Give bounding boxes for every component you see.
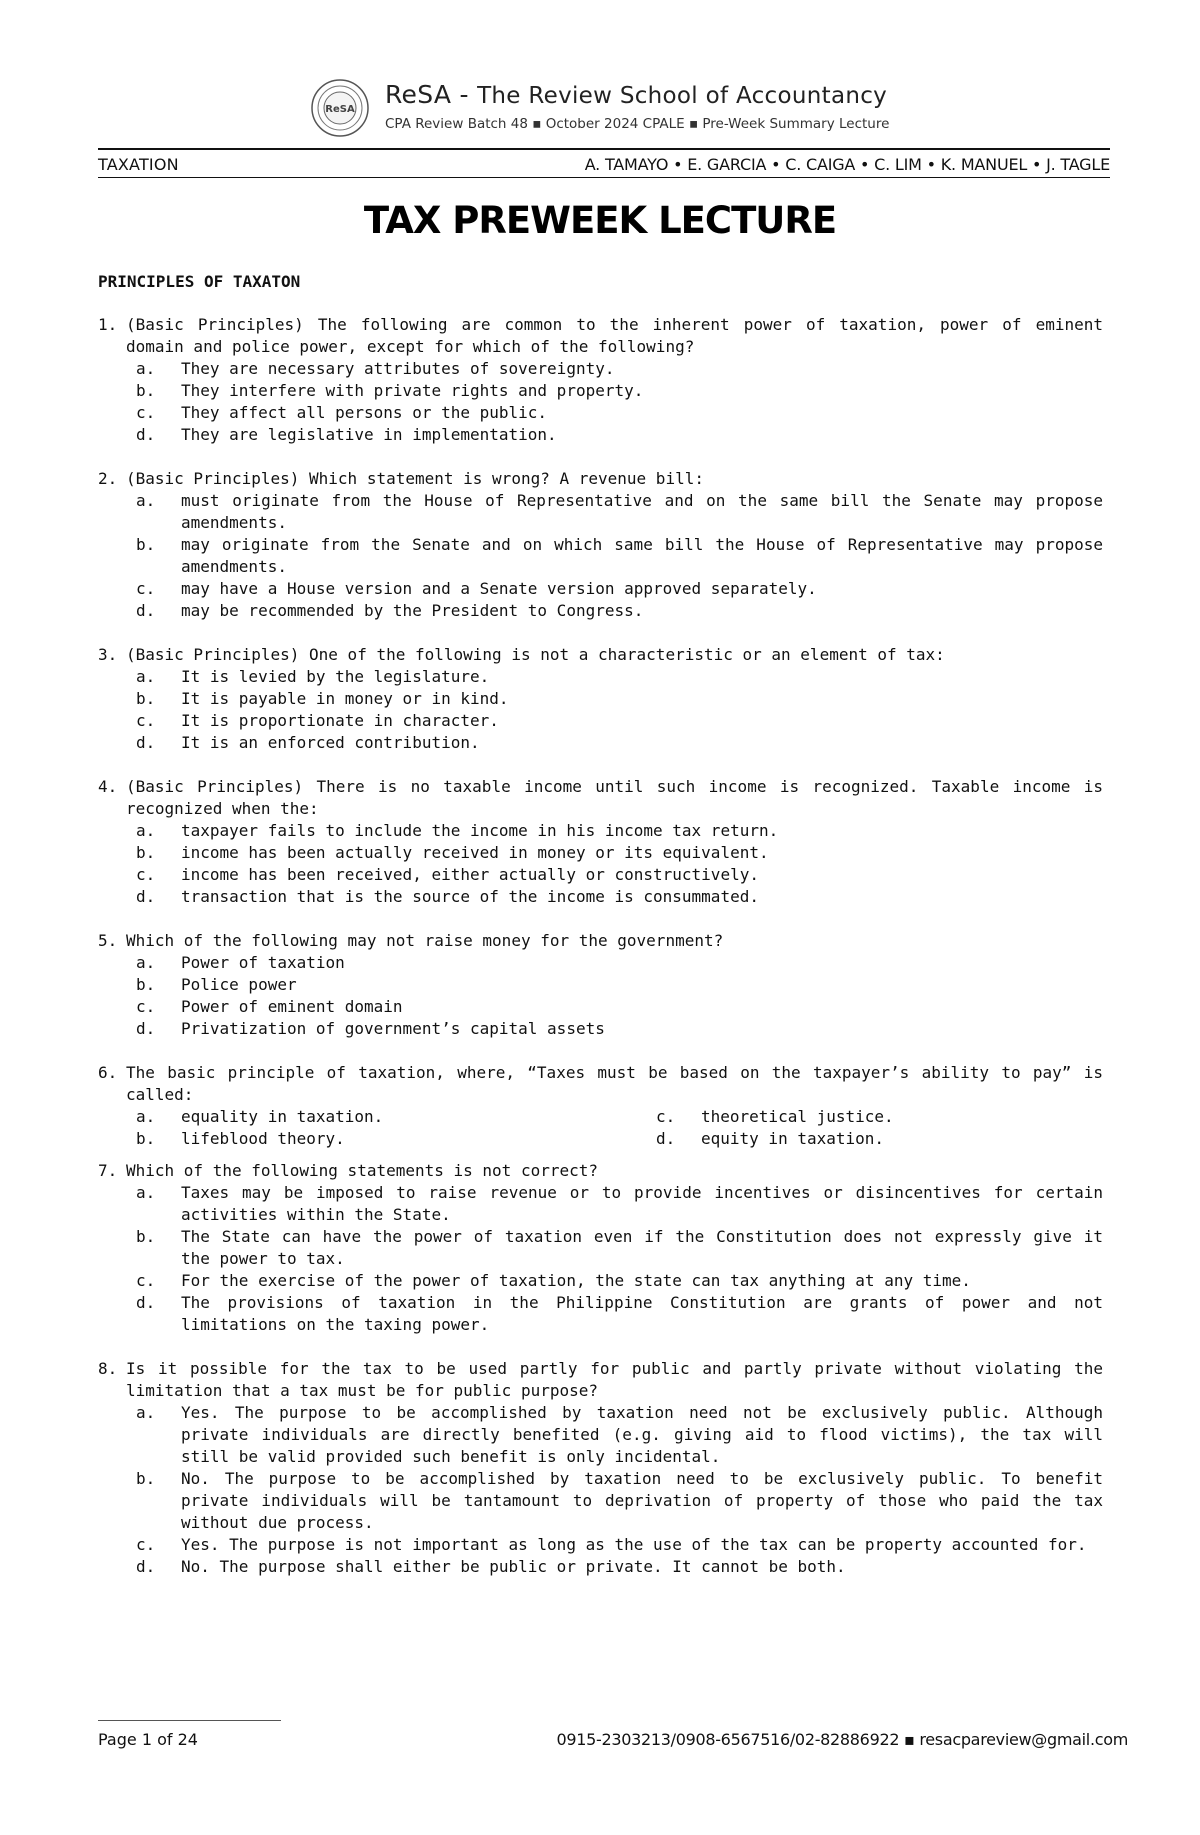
option	[126, 578, 1103, 600]
option-text: No. The purpose to be accomplished by taxation need to be exclusively public. To benefit private individuals will be tantamount to deprivation of property of those who paid the tax without due process.	[181, 1469, 1103, 1532]
question-stem: (Basic Principles) Which statement is wrong? A revenue bill:	[126, 469, 704, 488]
option	[126, 952, 1103, 974]
option	[646, 1128, 1166, 1150]
lecturers-list: A. TAMAYO • E. GARCIA • C. CAIGA • C. LIM • K. MANUEL • J. TAGLE	[584, 155, 1110, 174]
option	[126, 1402, 1103, 1468]
option-letter: c.	[656, 1107, 676, 1126]
option-letter: b.	[136, 1469, 156, 1488]
option-text: Power of taxation	[181, 953, 345, 972]
question-1	[98, 314, 1103, 446]
option	[126, 490, 1103, 534]
option-letter: c.	[136, 997, 156, 1016]
option-text: must originate from the House of Representative and on the same bill the Senate may propose amendments.	[181, 491, 1103, 532]
option-text: Taxes may be imposed to raise revenue or to provide incentives or disincentives for certain activities within the State.	[181, 1183, 1103, 1224]
question-stem: (Basic Principles) One of the following is not a characteristic or an element of tax:	[126, 645, 945, 664]
option	[126, 1226, 1103, 1270]
option	[126, 1556, 1103, 1578]
option	[126, 666, 1103, 688]
question-stem: (Basic Principles) The following are common to the inherent power of taxation, power of eminent domain and police power, except for which of the following?	[126, 315, 1103, 356]
question-2	[98, 468, 1103, 622]
option-letter: b.	[136, 381, 156, 400]
option	[126, 1468, 1103, 1534]
question-stem: Is it possible for the tax to be used partly for public and partly private without violating the limitation that a tax must be for public purpose?	[126, 1359, 1103, 1400]
option-text: They interfere with private rights and property.	[181, 381, 644, 400]
option-letter: c.	[136, 403, 156, 422]
option-text: equity in taxation.	[701, 1129, 885, 1148]
option-text: No. The purpose shall either be public or private. It cannot be both.	[181, 1557, 846, 1576]
option-letter: a.	[136, 359, 156, 378]
option	[126, 1106, 646, 1128]
option-row	[126, 1106, 1103, 1128]
option-letter: a.	[136, 491, 156, 510]
question-number: 7.	[98, 1161, 118, 1180]
option	[646, 1106, 1166, 1128]
option-letter: d.	[136, 1293, 156, 1312]
option-text: Power of eminent domain	[181, 997, 403, 1016]
option	[126, 886, 1103, 908]
option	[126, 380, 1103, 402]
option-text: They affect all persons or the public.	[181, 403, 548, 422]
option-letter: d.	[136, 1557, 156, 1576]
option-text: equality in taxation.	[181, 1107, 384, 1126]
option-text: Police power	[181, 975, 297, 994]
header-rule-bottom	[98, 177, 1110, 178]
option-letter: c.	[136, 579, 156, 598]
option-text: income has been actually received in money or its equivalent.	[181, 843, 769, 862]
option-letter: b.	[136, 975, 156, 994]
option-row	[126, 1128, 1103, 1150]
option-text: taxpayer fails to include the income in his income tax return.	[181, 821, 779, 840]
option-text: The State can have the power of taxation even if the Constitution does not expressly give it the power to tax.	[181, 1227, 1103, 1268]
contact-info: 0915-2303213/0908-6567516/02-82886922 ▪ resacpareview@gmail.com	[556, 1730, 1128, 1749]
question-number: 2.	[98, 469, 118, 488]
question-6	[98, 1062, 1103, 1150]
question-number: 5.	[98, 931, 118, 950]
option-text: It is an enforced contribution.	[181, 733, 480, 752]
option-text: lifeblood theory.	[181, 1129, 345, 1148]
option-letter: c.	[136, 865, 156, 884]
option-text: may be recommended by the President to Congress.	[181, 601, 644, 620]
option-letter: d.	[136, 887, 156, 906]
option	[126, 732, 1103, 754]
option-text: It is proportionate in character.	[181, 711, 499, 730]
option-text: For the exercise of the power of taxation, the state can tax anything at any time.	[181, 1271, 971, 1290]
option	[126, 996, 1103, 1018]
question-number: 4.	[98, 777, 118, 796]
option-text: It is levied by the legislature.	[181, 667, 490, 686]
option-text: Privatization of government’s capital assets	[181, 1019, 605, 1038]
option-letter: a.	[136, 1403, 156, 1422]
option	[126, 842, 1103, 864]
question-stem: (Basic Principles) There is no taxable income until such income is recognized. Taxable income is recognized when the:	[126, 777, 1103, 818]
option-text: They are necessary attributes of sovereignty.	[181, 359, 615, 378]
option-letter: d.	[136, 425, 156, 444]
question-stem: Which of the following may not raise money for the government?	[126, 931, 724, 950]
option	[126, 600, 1103, 622]
option-letter: d.	[656, 1129, 676, 1148]
option-letter: a.	[136, 1107, 156, 1126]
option-letter: a.	[136, 1183, 156, 1202]
question-5	[98, 930, 1103, 1040]
page-title: TAX PREWEEK LECTURE	[363, 199, 837, 242]
option-letter: d.	[136, 733, 156, 752]
question-4	[98, 776, 1103, 908]
question-list	[98, 314, 1103, 1600]
option	[126, 1018, 1103, 1040]
option	[126, 820, 1103, 842]
question-7	[98, 1160, 1103, 1336]
option-text: theoretical justice.	[701, 1107, 894, 1126]
option	[126, 688, 1103, 710]
option-letter: b.	[136, 689, 156, 708]
option	[126, 974, 1103, 996]
question-number: 8.	[98, 1359, 118, 1378]
question-number: 6.	[98, 1063, 118, 1082]
option-letter: c.	[136, 1535, 156, 1554]
option	[126, 1534, 1103, 1556]
option	[126, 864, 1103, 886]
option-letter: b.	[136, 1129, 156, 1148]
page-number: Page 1 of 24	[98, 1730, 198, 1749]
option	[126, 424, 1103, 446]
option-text: Yes. The purpose is not important as long as the use of the tax can be property accounted for.	[181, 1535, 1087, 1554]
option-text: may have a House version and a Senate version approved separately.	[181, 579, 817, 598]
header-rule-top	[98, 148, 1110, 150]
question-8	[98, 1358, 1103, 1578]
option-text: It is payable in money or in kind.	[181, 689, 509, 708]
school-name: ReSA - The Review School of Accountancy	[385, 80, 888, 109]
option-letter: a.	[136, 953, 156, 972]
batch-line: CPA Review Batch 48 ▪ October 2024 CPALE ▪ Pre-Week Summary Lecture	[385, 116, 890, 132]
option-letter: b.	[136, 535, 156, 554]
option-letter: a.	[136, 821, 156, 840]
option-text: They are legislative in implementation.	[181, 425, 557, 444]
resa-seal-logo	[310, 78, 370, 138]
svg-text:ReSA: ReSA	[325, 104, 355, 115]
option-letter: d.	[136, 601, 156, 620]
question-3	[98, 644, 1103, 754]
footer-rule	[98, 1720, 281, 1721]
option	[126, 1292, 1103, 1336]
option	[126, 710, 1103, 732]
option	[126, 1270, 1103, 1292]
option-letter: c.	[136, 1271, 156, 1290]
subject-label: TAXATION	[98, 155, 179, 174]
option-letter: b.	[136, 1227, 156, 1246]
option	[126, 358, 1103, 380]
option-text: Yes. The purpose to be accomplished by taxation need not be exclusively public. Although private individuals are directly benefited (e.g. giving aid to flood victims), the tax will still be valid provided such benefit is only incidental.	[181, 1403, 1103, 1466]
option	[126, 1182, 1103, 1226]
option	[126, 534, 1103, 578]
option-text: may originate from the Senate and on which same bill the House of Representative may propose amendments.	[181, 535, 1103, 576]
question-stem: The basic principle of taxation, where, “Taxes must be based on the taxpayer’s ability to pay” is called:	[126, 1063, 1103, 1104]
option-letter: a.	[136, 667, 156, 686]
option-letter: b.	[136, 843, 156, 862]
option-letter: c.	[136, 711, 156, 730]
option-text: income has been received, either actually or constructively.	[181, 865, 759, 884]
question-number: 3.	[98, 645, 118, 664]
question-stem: Which of the following statements is not correct?	[126, 1161, 599, 1180]
option-letter: d.	[136, 1019, 156, 1038]
section-heading: PRINCIPLES OF TAXATON	[98, 272, 301, 291]
option	[126, 402, 1103, 424]
option	[126, 1128, 646, 1150]
question-number: 1.	[98, 315, 118, 334]
option-text: transaction that is the source of the income is consummated.	[181, 887, 759, 906]
option-text: The provisions of taxation in the Philippine Constitution are grants of power and not limitations on the taxing power.	[181, 1293, 1103, 1334]
